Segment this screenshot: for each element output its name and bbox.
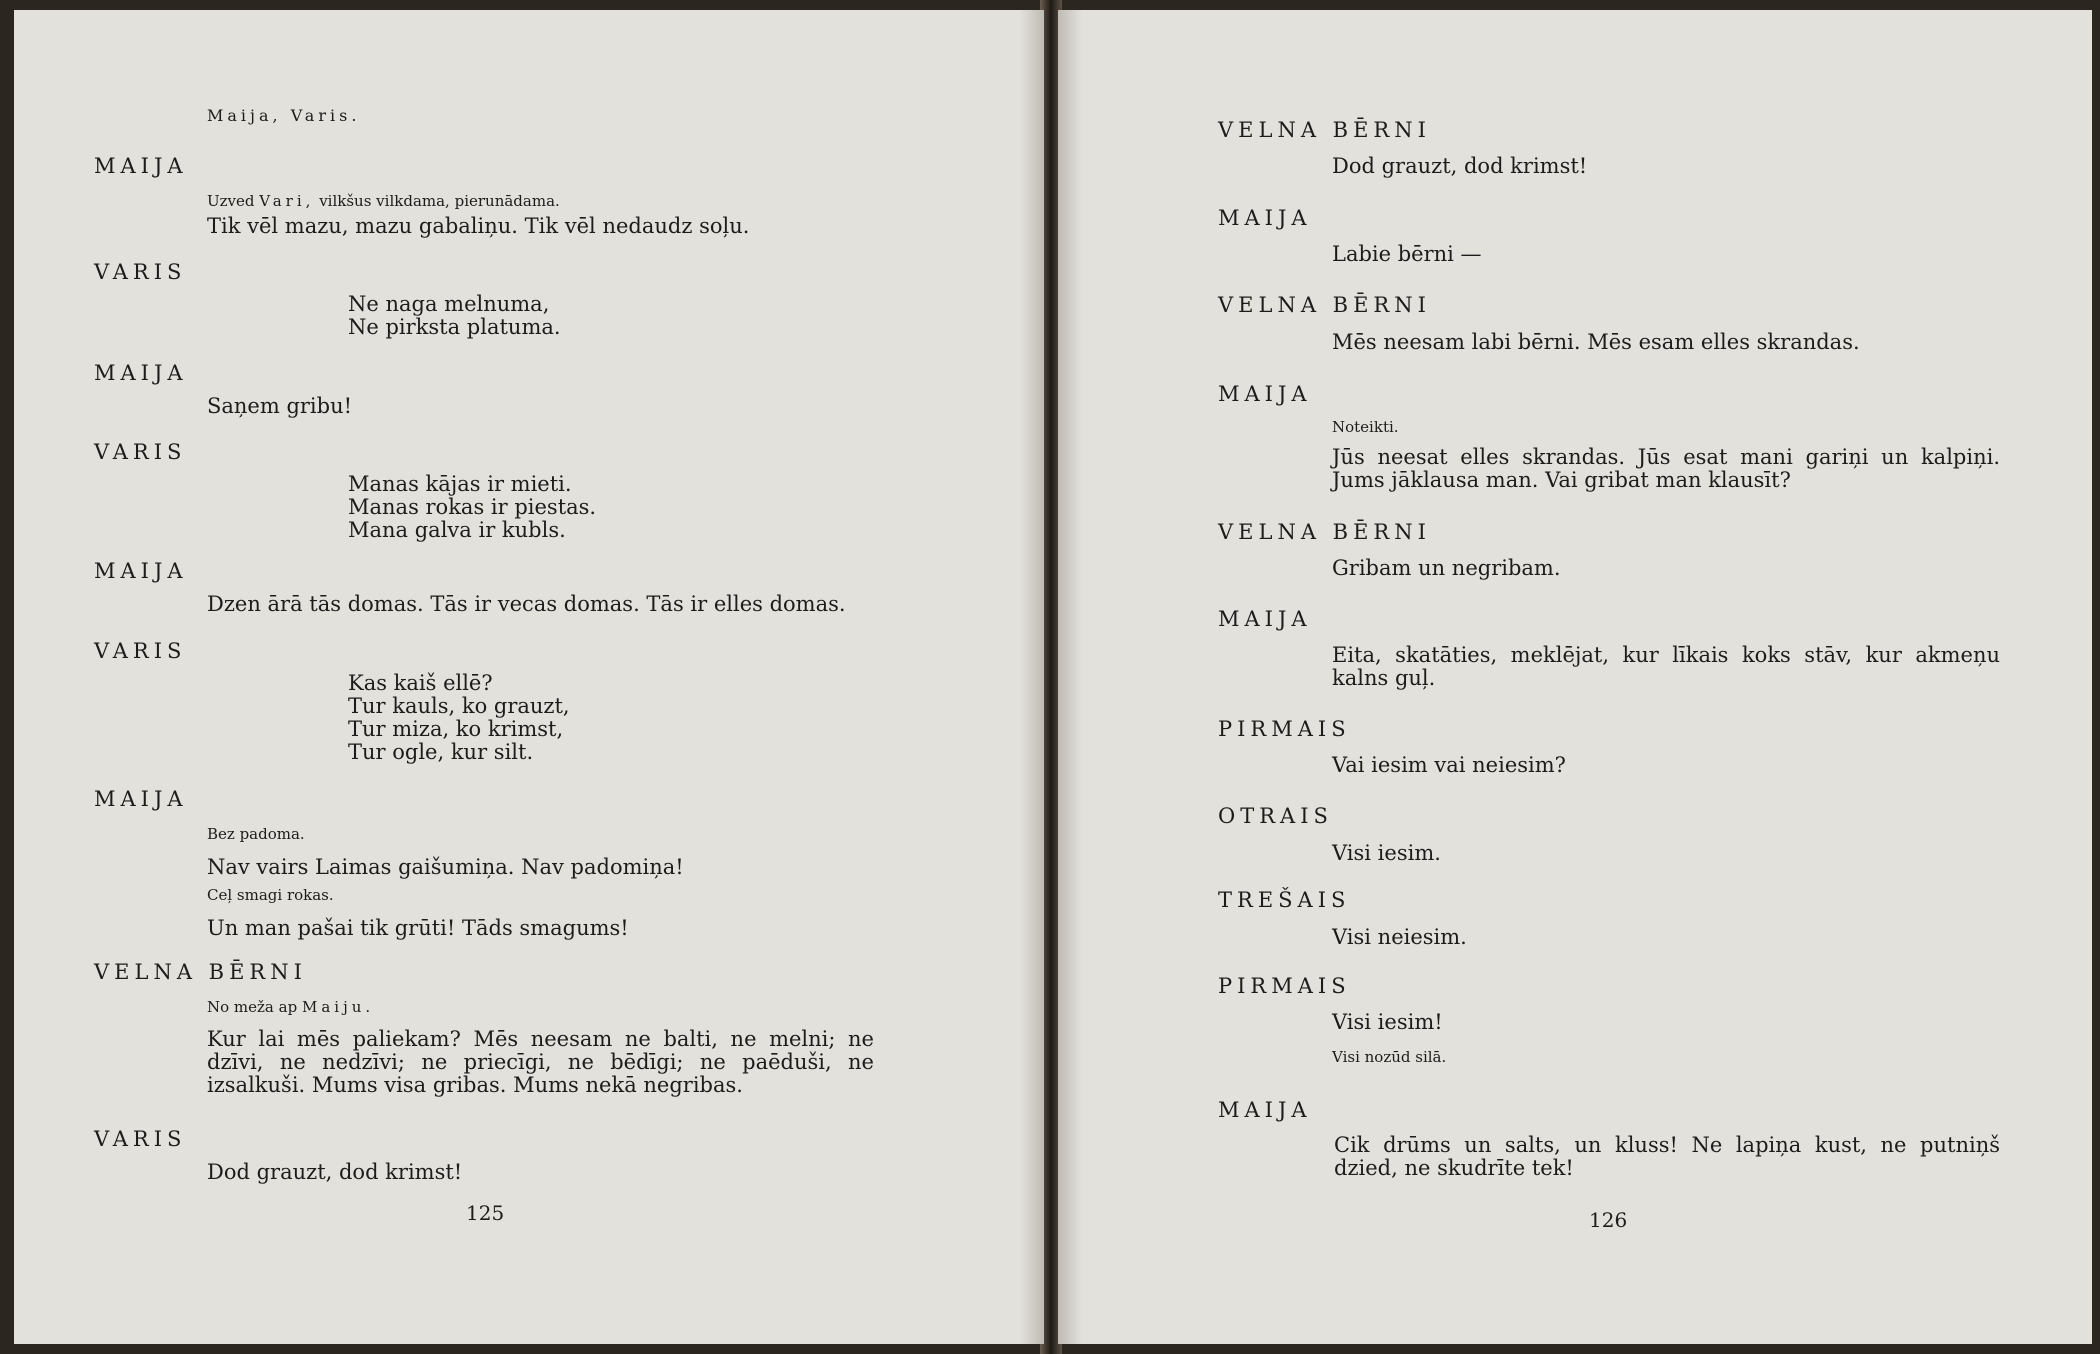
speaker-name: PIRMAIS (1218, 974, 1351, 998)
speaker-name: MAIJA (1218, 382, 1312, 406)
page-number: 126 (1589, 1208, 1628, 1232)
dialogue-line: Mēs neesam labi bērni. Mēs esam elles skrandas. (1332, 330, 1860, 354)
speaker-name: MAIJA (94, 361, 188, 385)
dialogue-line: Dod grauzt, dod krimst! (207, 1160, 463, 1184)
speaker-name: MAIJA (1218, 206, 1312, 230)
stage-direction: Maija, Varis. (207, 106, 361, 125)
right-page (1058, 10, 2092, 1344)
verse-line: Tur kauls, ko grauzt, (348, 694, 570, 718)
dialogue-line: Kur lai mēs paliekam? Mēs neesam ne balti, ne melni; ne (207, 1027, 874, 1051)
speaker-name: VARIS (94, 440, 187, 464)
dialogue-line: Vai iesim vai neiesim? (1332, 753, 1566, 777)
speaker-name: VELNA BĒRNI (1218, 520, 1431, 544)
dialogue-line: Eita, skatāties, meklējat, kur līkais koks stāv, kur akmeņu (1332, 643, 2000, 667)
verse-line: Ne naga melnuma, (348, 292, 550, 316)
page-number: 125 (466, 1201, 505, 1225)
dialogue-line: Un man pašai tik grūti! Tāds smagums! (207, 916, 629, 940)
speaker-name: MAIJA (94, 559, 188, 583)
dialogue-line: dzīvi, ne nedzīvi; ne priecīgi, ne bēdīgi; ne paēduši, ne (207, 1050, 874, 1074)
left-page (14, 10, 1044, 1344)
dialogue-line: Visi neiesim. (1332, 925, 1467, 949)
verse-block (348, 672, 570, 764)
speaker-name: TREŠAIS (1218, 888, 1351, 912)
speaker-name: VARIS (94, 1127, 187, 1151)
verse-line: Tur miza, ko krimst, (348, 717, 564, 741)
dialogue-line: dzied, ne skudrīte tek! (1334, 1156, 1574, 1180)
right-gutter-shadow (1058, 10, 1082, 1344)
dialogue-line: Jums jāklausa man. Vai gribat man klausīt? (1332, 468, 1791, 492)
speaker-name: MAIJA (94, 154, 188, 178)
verse-line: Manas kājas ir mieti. (348, 472, 572, 496)
speaker-name: MAIJA (1218, 607, 1312, 631)
speaker-name: MAIJA (94, 787, 188, 811)
dialogue-line: Saņem gribu! (207, 394, 353, 418)
dialogue-line: Labie bērni — (1332, 242, 1482, 266)
dialogue-line: Cik drūms un salts, un kluss! Ne lapiņa kust, ne putniņš (1334, 1133, 2000, 1157)
dialogue-line: Tik vēl mazu, mazu gabaliņu. Tik vēl nedaudz soļu. (207, 214, 750, 238)
verse-block (348, 293, 561, 339)
dialogue-paragraph (1332, 644, 2000, 690)
verse-line: Tur ogle, kur silt. (348, 740, 534, 764)
stage-direction: Bez padoma. (207, 825, 305, 843)
speaker-name: PIRMAIS (1218, 717, 1351, 741)
stage-direction: Ceļ smagi rokas. (207, 886, 334, 904)
dialogue-line: Gribam un negribam. (1332, 556, 1561, 580)
speaker-name: MAIJA (1218, 1098, 1312, 1122)
stage-direction: Noteikti. (1332, 418, 1399, 436)
dialogue-line: Dod grauzt, dod krimst! (1332, 154, 1588, 178)
dialogue-line: Dzen ārā tās domas. Tās ir vecas domas. Tās ir elles domas. (207, 592, 846, 616)
dialogue-paragraph (1332, 446, 2000, 492)
dialogue-line: izsalkuši. Mums visa gribas. Mums nekā negribas. (207, 1073, 743, 1097)
speaker-name: VARIS (94, 260, 187, 284)
dialogue-line: Jūs neesat elles skrandas. Jūs esat mani gariņi un kalpiņi. (1332, 445, 2000, 469)
verse-block (348, 473, 596, 542)
speaker-name: VELNA BĒRNI (1218, 118, 1431, 142)
dialogue-line: Visi iesim! (1332, 1010, 1443, 1034)
dialogue-paragraph (1334, 1134, 2000, 1180)
stage-direction: Visi nozūd silā. (1332, 1048, 1447, 1066)
dialogue-line: Visi iesim. (1332, 841, 1441, 865)
dialogue-paragraph (207, 1028, 874, 1097)
speaker-name: VELNA BĒRNI (94, 960, 307, 984)
speaker-name: OTRAIS (1218, 804, 1333, 828)
verse-line: Kas kaiš ellē? (348, 671, 493, 695)
speaker-name: VARIS (94, 639, 187, 663)
dialogue-line: Nav vairs Laimas gaišumiņa. Nav padomiņa! (207, 855, 684, 879)
verse-line: Manas rokas ir piestas. (348, 495, 597, 519)
dialogue-line: kalns guļ. (1332, 666, 1436, 690)
speaker-name: VELNA BĒRNI (1218, 293, 1431, 317)
verse-line: Mana galva ir kubls. (348, 518, 566, 542)
left-gutter-shadow (1020, 10, 1044, 1344)
stage-direction: Uzved Vari, vilkšus vilkdama, pierunādama. (207, 192, 560, 210)
stage-direction: No meža ap Maiju. (207, 998, 375, 1016)
verse-line: Ne pirksta platuma. (348, 315, 561, 339)
